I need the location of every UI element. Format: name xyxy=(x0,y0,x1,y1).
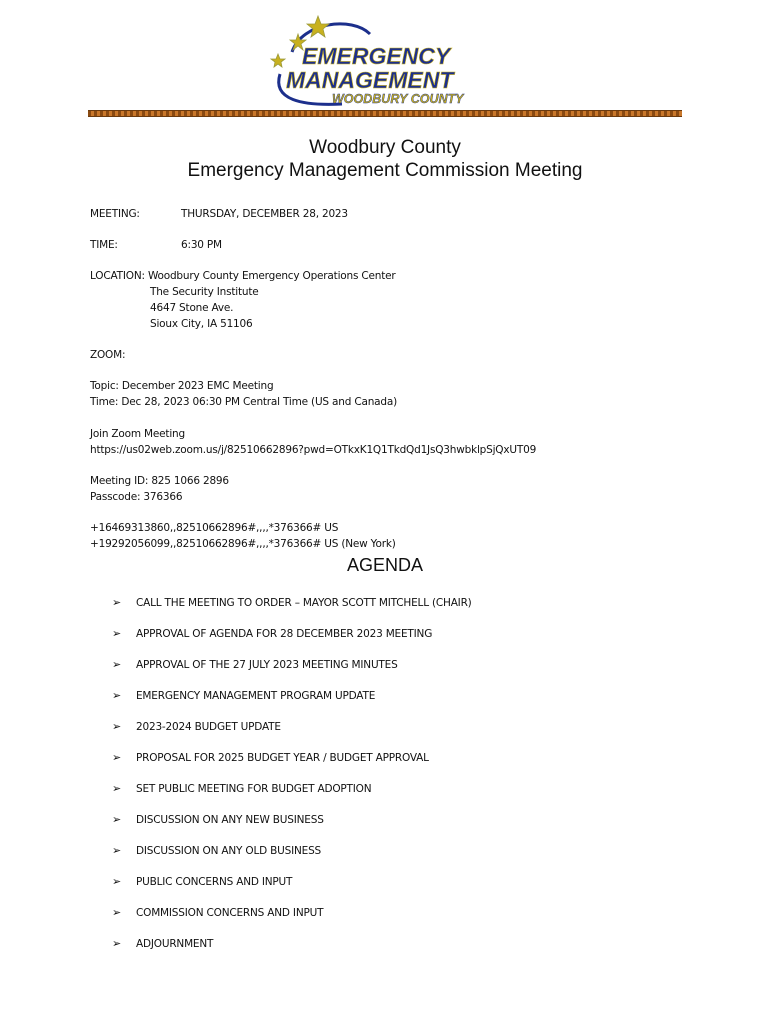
arrow-bullet-icon: ➢ xyxy=(112,751,122,764)
meeting-label: MEETING: xyxy=(90,208,140,220)
arrow-bullet-icon: ➢ xyxy=(112,782,122,795)
arrow-bullet-icon: ➢ xyxy=(112,813,122,826)
zoom-topic: Topic: December 2023 EMC Meeting xyxy=(90,380,274,392)
arrow-bullet-icon: ➢ xyxy=(112,720,122,733)
emergency-management-logo xyxy=(262,12,512,108)
zoom-dial-2: +19292056099,,82510662896#,,,,*376366# US (New York) xyxy=(90,538,396,550)
arrow-bullet-icon: ➢ xyxy=(112,844,122,857)
arrow-bullet-icon: ➢ xyxy=(112,875,122,888)
location-line4: Sioux City, IA 51106 xyxy=(150,318,253,330)
meeting-date: THURSDAY, DECEMBER 28, 2023 xyxy=(181,208,348,220)
zoom-meeting-id: Meeting ID: 825 1066 2896 xyxy=(90,475,229,487)
star-icon xyxy=(307,16,329,37)
arrow-bullet-icon: ➢ xyxy=(112,596,122,609)
arrow-bullet-icon: ➢ xyxy=(112,658,122,671)
zoom-label: ZOOM: xyxy=(90,349,126,361)
agenda-item-text: COMMISSION CONCERNS AND INPUT xyxy=(136,907,324,919)
agenda-item-text: APPROVAL OF AGENDA FOR 28 DECEMBER 2023 MEETING xyxy=(136,628,433,640)
agenda-item-text: 2023-2024 BUDGET UPDATE xyxy=(136,721,281,733)
title-line2: Emergency Management Commission Meeting xyxy=(187,160,583,181)
agenda-item-text: CALL THE MEETING TO ORDER – MAYOR SCOTT MITCHELL (CHAIR) xyxy=(136,597,472,609)
arrow-bullet-icon: ➢ xyxy=(112,937,122,950)
agenda-item-text: SET PUBLIC MEETING FOR BUDGET ADOPTION xyxy=(136,783,372,795)
zoom-time: Time: Dec 28, 2023 06:30 PM Central Time (US and Canada) xyxy=(90,396,397,408)
agenda-item-text: ADJOURNMENT xyxy=(136,938,214,950)
zoom-passcode: Passcode: 376366 xyxy=(90,491,183,503)
location-line2: The Security Institute xyxy=(150,286,259,298)
meeting-time: 6:30 PM xyxy=(181,239,222,251)
time-label: TIME: xyxy=(90,239,118,251)
location-line1: LOCATION: Woodbury County Emergency Operations Center xyxy=(90,270,396,282)
agenda-item-text: DISCUSSION ON ANY NEW BUSINESS xyxy=(136,814,324,826)
agenda-item-text: EMERGENCY MANAGEMENT PROGRAM UPDATE xyxy=(136,690,376,702)
arrow-bullet-icon: ➢ xyxy=(112,627,122,640)
arrow-bullet-icon: ➢ xyxy=(112,689,122,702)
agenda-item-text: DISCUSSION ON ANY OLD BUSINESS xyxy=(136,845,321,857)
logo-line2: MANAGEMENT xyxy=(286,67,454,93)
location-line3: 4647 Stone Ave. xyxy=(150,302,234,314)
agenda-heading: AGENDA xyxy=(346,555,424,575)
zoom-dial-1: +16469313860,,82510662896#,,,,*376366# US xyxy=(90,522,339,534)
agenda-item-text: PROPOSAL FOR 2025 BUDGET YEAR / BUDGET APPROVAL xyxy=(136,752,429,764)
logo-line1: EMERGENCY xyxy=(302,43,451,69)
agenda-item-text: PUBLIC CONCERNS AND INPUT xyxy=(136,876,293,888)
star-icon xyxy=(271,54,285,67)
zoom-join-link[interactable]: https://us02web.zoom.us/j/82510662896?pwd=OTkxK1Q1TkdQd1JsQ3hwbklpSjQxUT09 xyxy=(90,444,537,456)
agenda-item-text: APPROVAL OF THE 27 JULY 2023 MEETING MINUTES xyxy=(136,659,398,671)
logo-line3: WOODBURY COUNTY xyxy=(332,92,464,106)
zoom-join-label: Join Zoom Meeting xyxy=(90,428,185,440)
arrow-bullet-icon: ➢ xyxy=(112,906,122,919)
header-divider xyxy=(88,110,682,117)
title-line1: Woodbury County xyxy=(309,137,461,158)
